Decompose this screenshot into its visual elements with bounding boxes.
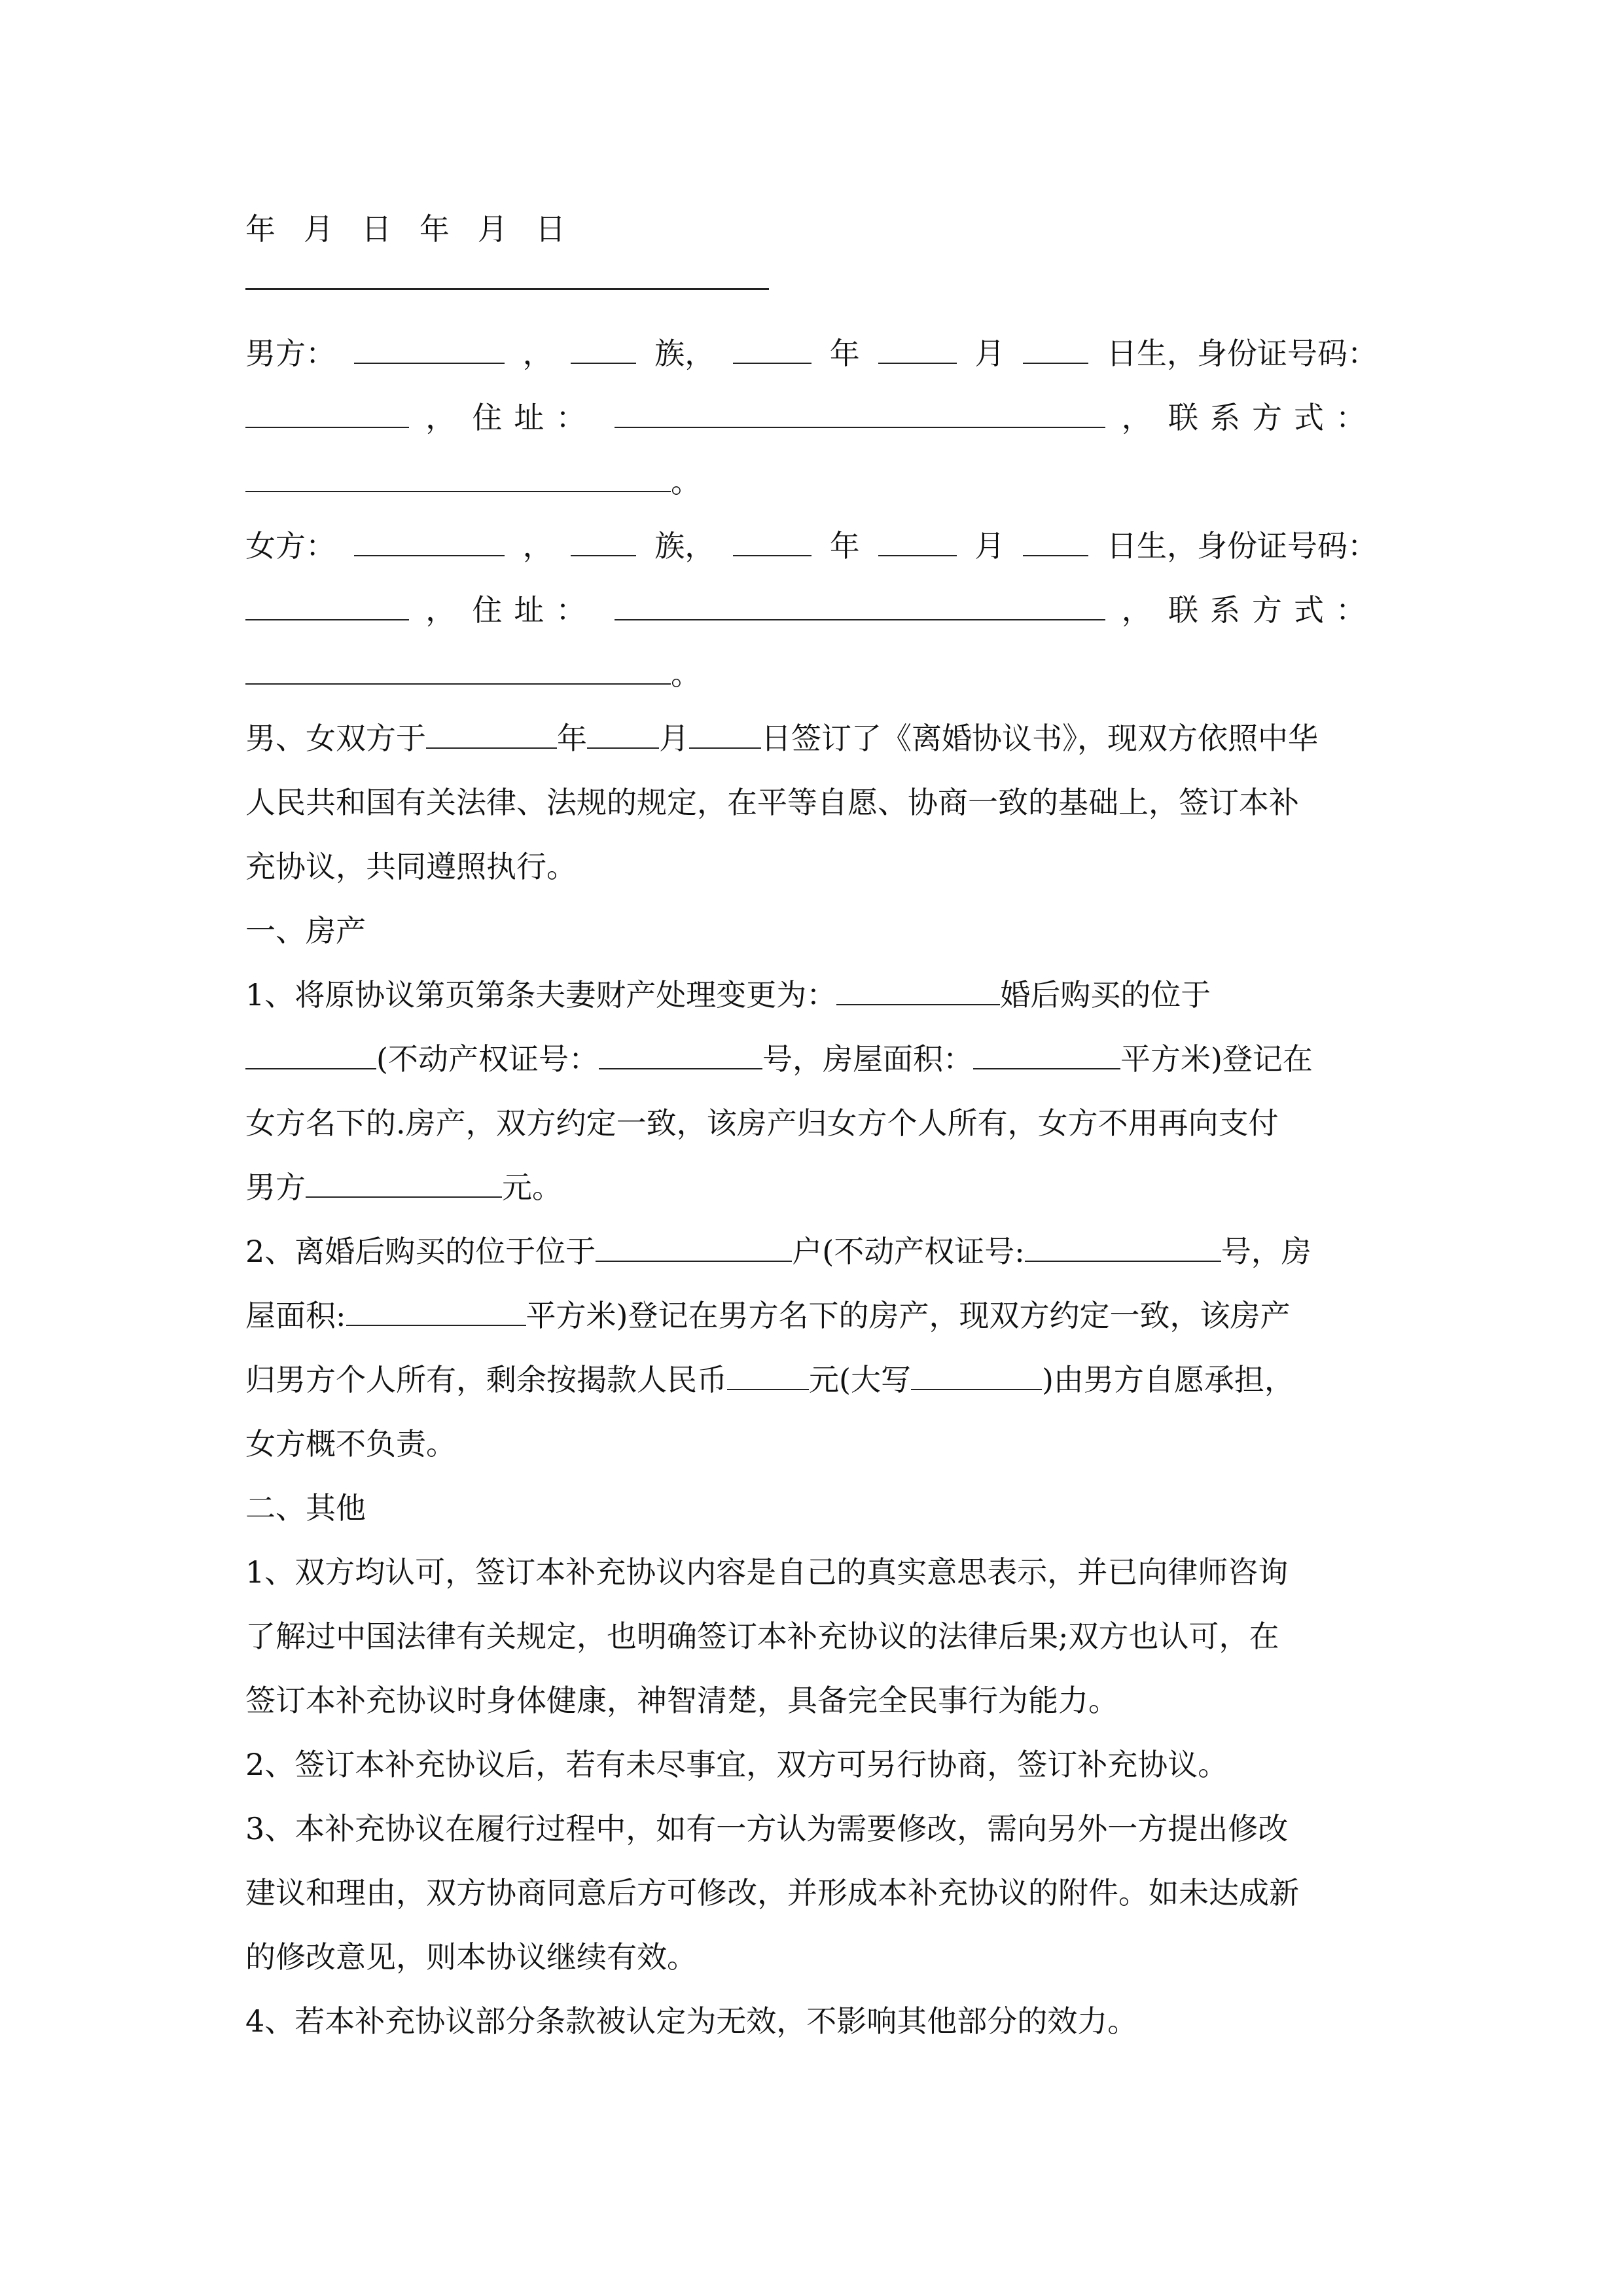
agreement-day-field[interactable] — [689, 719, 761, 749]
property-location-field[interactable] — [245, 1039, 376, 1069]
intro-line-1 — [245, 719, 1318, 758]
mortgage-amount-field[interactable] — [727, 1360, 809, 1390]
female-birth-day-field[interactable] — [1023, 526, 1088, 556]
other-item-4: 4、若本补充协议部分条款被认定为无效，不影响其他部分的效力。 — [245, 2003, 1138, 2039]
separator-rule — [245, 288, 769, 290]
payment-amount-field[interactable] — [306, 1168, 502, 1198]
clause-text: 男方 — [245, 1170, 306, 1205]
year-label: 年 — [829, 336, 860, 371]
ethnicity-label: 族， — [654, 336, 715, 371]
other-item-2: 2、签订本补充协议后，若有未尽事宜，双方可另行协商，签订补充协议。 — [245, 1747, 1228, 1782]
other-item-3-line-1: 3、本补充协议在履行过程中，如有一方认为需要修改，需向另外一方提出修改 — [245, 1811, 1289, 1846]
clause-text: 户(不动产权证号: — [792, 1234, 1025, 1269]
month-label: 月 — [974, 528, 1005, 564]
female-address-field[interactable] — [615, 590, 1105, 620]
female-birth-month-field[interactable] — [878, 526, 957, 556]
address-label: 住址： — [472, 592, 598, 628]
address-label: 住址： — [472, 400, 598, 435]
male-birth-year-field[interactable] — [733, 334, 812, 364]
period: 。 — [671, 464, 701, 499]
clause-text: (不动产权证号： — [376, 1041, 599, 1077]
id-number-label: 日生，身份证号码： — [1106, 528, 1378, 564]
intro-line-3: 充协议，共同遵照执行。 — [245, 849, 577, 884]
clause-text: 屋面积: — [245, 1298, 346, 1333]
female-name-field[interactable] — [354, 526, 505, 556]
comma: ， — [522, 336, 553, 371]
property-item-1-line-1 — [245, 975, 1211, 1014]
other-item-1-line-3: 签订本补充协议时身体健康，神智清楚，具备完全民事行为能力。 — [245, 1683, 1118, 1718]
comma: ， — [425, 592, 456, 628]
other-item-1-line-2: 了解过中国法律有关规定，也明确签订本补充协议的法律后果;双方也认可，在 — [245, 1619, 1279, 1654]
mortgage-amount-uppercase-field[interactable] — [911, 1360, 1042, 1390]
male-label: 男方： — [245, 336, 336, 371]
female-party-line-2 — [245, 590, 1378, 630]
agreement-year-field[interactable] — [426, 719, 557, 749]
comma: ， — [522, 528, 553, 564]
property-certificate-field[interactable] — [599, 1039, 762, 1069]
female-contact-field[interactable] — [245, 655, 671, 685]
male-birth-day-field[interactable] — [1023, 334, 1088, 364]
male-party-line-2 — [245, 398, 1378, 437]
other-item-1-line-1: 1、双方均认可，签订本补充协议内容是自己的真实意思表示，并已向律师咨询 — [245, 1554, 1289, 1590]
property-item-1-line-4 — [245, 1168, 562, 1207]
male-birth-month-field[interactable] — [878, 334, 957, 364]
male-party-line-1 — [245, 334, 1378, 373]
male-id-number-field[interactable] — [245, 398, 409, 428]
male-party-line-3 — [245, 462, 701, 501]
male-name-field[interactable] — [354, 334, 505, 364]
property-2-location-field[interactable] — [596, 1232, 792, 1262]
month-label: 月 — [974, 336, 1005, 371]
comma: ， — [1121, 592, 1152, 628]
clause-text: 1、将原协议第页第条夫妻财产处理变更为： — [245, 977, 837, 1013]
clause-text: 元(大写 — [809, 1362, 911, 1397]
female-label: 女方： — [245, 528, 336, 564]
contact-label: 联系方式： — [1168, 592, 1378, 628]
clause-text: 平方米)登记在 — [1120, 1041, 1313, 1077]
section-heading-property: 一、房产 — [245, 913, 366, 948]
date-line: 年 月 日 年 月 日 — [245, 211, 575, 247]
comma: ， — [425, 400, 456, 435]
month-label: 月 — [659, 721, 689, 756]
female-birth-year-field[interactable] — [733, 526, 812, 556]
clause-text: 元。 — [502, 1170, 562, 1205]
property-item-2-line-3 — [245, 1360, 1294, 1399]
female-ethnicity-field[interactable] — [571, 526, 636, 556]
property-party-field[interactable] — [836, 975, 1000, 1005]
intro-line-2: 人民共和国有关法律、法规的规定，在平等自愿、协商一致的基础上，签订本补 — [245, 785, 1299, 820]
other-item-3-line-3: 的修改意见，则本协议继续有效。 — [245, 1939, 697, 1975]
id-number-label: 日生，身份证号码： — [1106, 336, 1378, 371]
clause-text: 号，房屋面积： — [762, 1041, 973, 1077]
property-2-certificate-field[interactable] — [1025, 1232, 1221, 1262]
female-party-line-1 — [245, 526, 1378, 565]
property-item-2-line-4: 女方概不负责。 — [245, 1426, 456, 1462]
period: 。 — [671, 656, 701, 692]
clause-text: 归男方个人所有，剩余按揭款人民币 — [245, 1362, 727, 1397]
other-item-3-line-2: 建议和理由，双方协商同意后方可修改，并形成本补充协议的附件。如未达成新 — [245, 1875, 1299, 1910]
property-item-1-line-2 — [245, 1039, 1313, 1079]
clause-text: 2、离婚后购买的位于位于 — [245, 1234, 596, 1269]
male-contact-field[interactable] — [245, 462, 671, 492]
year-label: 年 — [829, 528, 860, 564]
intro-text: 日签订了《离婚协议书》，现双方依照中华 — [761, 721, 1318, 756]
property-item-2-line-1 — [245, 1232, 1311, 1271]
property-area-field[interactable] — [973, 1039, 1120, 1069]
clause-text: )由男方自愿承担， — [1041, 1362, 1294, 1397]
property-item-1-line-3: 女方名下的.房产，双方约定一致，该房产归女方个人所有，女方不用再向支付 — [245, 1105, 1279, 1141]
year-label: 年 — [557, 721, 587, 756]
contact-label: 联系方式： — [1168, 400, 1378, 435]
intro-text: 男、女双方于 — [245, 721, 426, 756]
ethnicity-label: 族， — [654, 528, 715, 564]
property-item-2-line-2 — [245, 1296, 1290, 1335]
female-party-line-3 — [245, 655, 701, 694]
male-address-field[interactable] — [615, 398, 1105, 428]
clause-text: 婚后购买的位于 — [1000, 977, 1211, 1013]
clause-text: 号，房 — [1221, 1234, 1311, 1269]
male-ethnicity-field[interactable] — [571, 334, 636, 364]
property-2-area-field[interactable] — [346, 1296, 526, 1326]
section-heading-other: 二、其他 — [245, 1490, 366, 1526]
comma: ， — [1121, 400, 1152, 435]
agreement-month-field[interactable] — [587, 719, 659, 749]
clause-text: 平方米)登记在男方名下的房产，现双方约定一致，该房产 — [526, 1298, 1291, 1333]
female-id-number-field[interactable] — [245, 590, 409, 620]
